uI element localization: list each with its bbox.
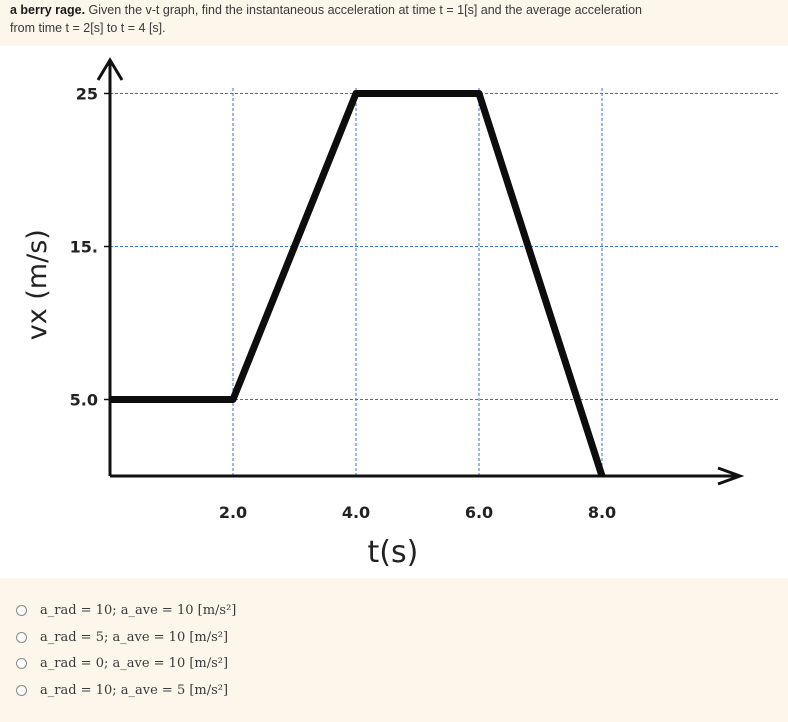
x-tick-label-0: 2.0 (218, 503, 248, 522)
velocity-time-chart (0, 46, 788, 578)
axes-layer (98, 60, 740, 484)
answer-option-1[interactable] (16, 599, 236, 621)
y-tick-label-1: 15. (69, 237, 98, 257)
y-tick-label-0: 5.0 (69, 390, 98, 410)
answer-option-3-label: a_rad = 0; a_ave = 10 [m/s²] (40, 655, 229, 671)
answer-option-4[interactable] (16, 679, 228, 701)
answer-option-3[interactable] (16, 652, 228, 674)
radio-button-1[interactable] (16, 605, 27, 616)
question-panel (0, 0, 788, 46)
question-text-1: Given the v-t graph, find the instantaneous acceleration at time t = 1[s] and the average acceleration (88, 3, 642, 17)
question-line-1 (10, 3, 642, 17)
answer-option-2[interactable] (16, 626, 228, 648)
answer-option-2-label: a_rad = 5; a_ave = 10 [m/s²] (40, 629, 229, 645)
answer-option-1-label: a_rad = 10; a_ave = 10 [m/s²] (40, 602, 237, 618)
answer-options (0, 578, 788, 722)
grid-layer (110, 86, 780, 476)
x-tick-label-3: 8.0 (587, 503, 617, 522)
radio-button-3[interactable] (16, 658, 27, 669)
radio-button-4[interactable] (16, 685, 27, 696)
chart-area (0, 46, 788, 578)
y-tick-label-2: 25 (75, 84, 98, 104)
x-tick-label-2: 6.0 (464, 503, 494, 522)
radio-button-2[interactable] (16, 632, 27, 643)
question-line-2: from time t = 2[s] to t = 4 [s]. (10, 21, 166, 35)
question-lead: a berry rage. (10, 3, 86, 17)
answer-option-4-label: a_rad = 10; a_ave = 5 [m/s²] (40, 682, 229, 698)
x-axis-title: t(s) (367, 535, 419, 570)
y-axis-title: vx (m/s) (22, 229, 53, 341)
x-tick-label-1: 4.0 (341, 503, 371, 522)
